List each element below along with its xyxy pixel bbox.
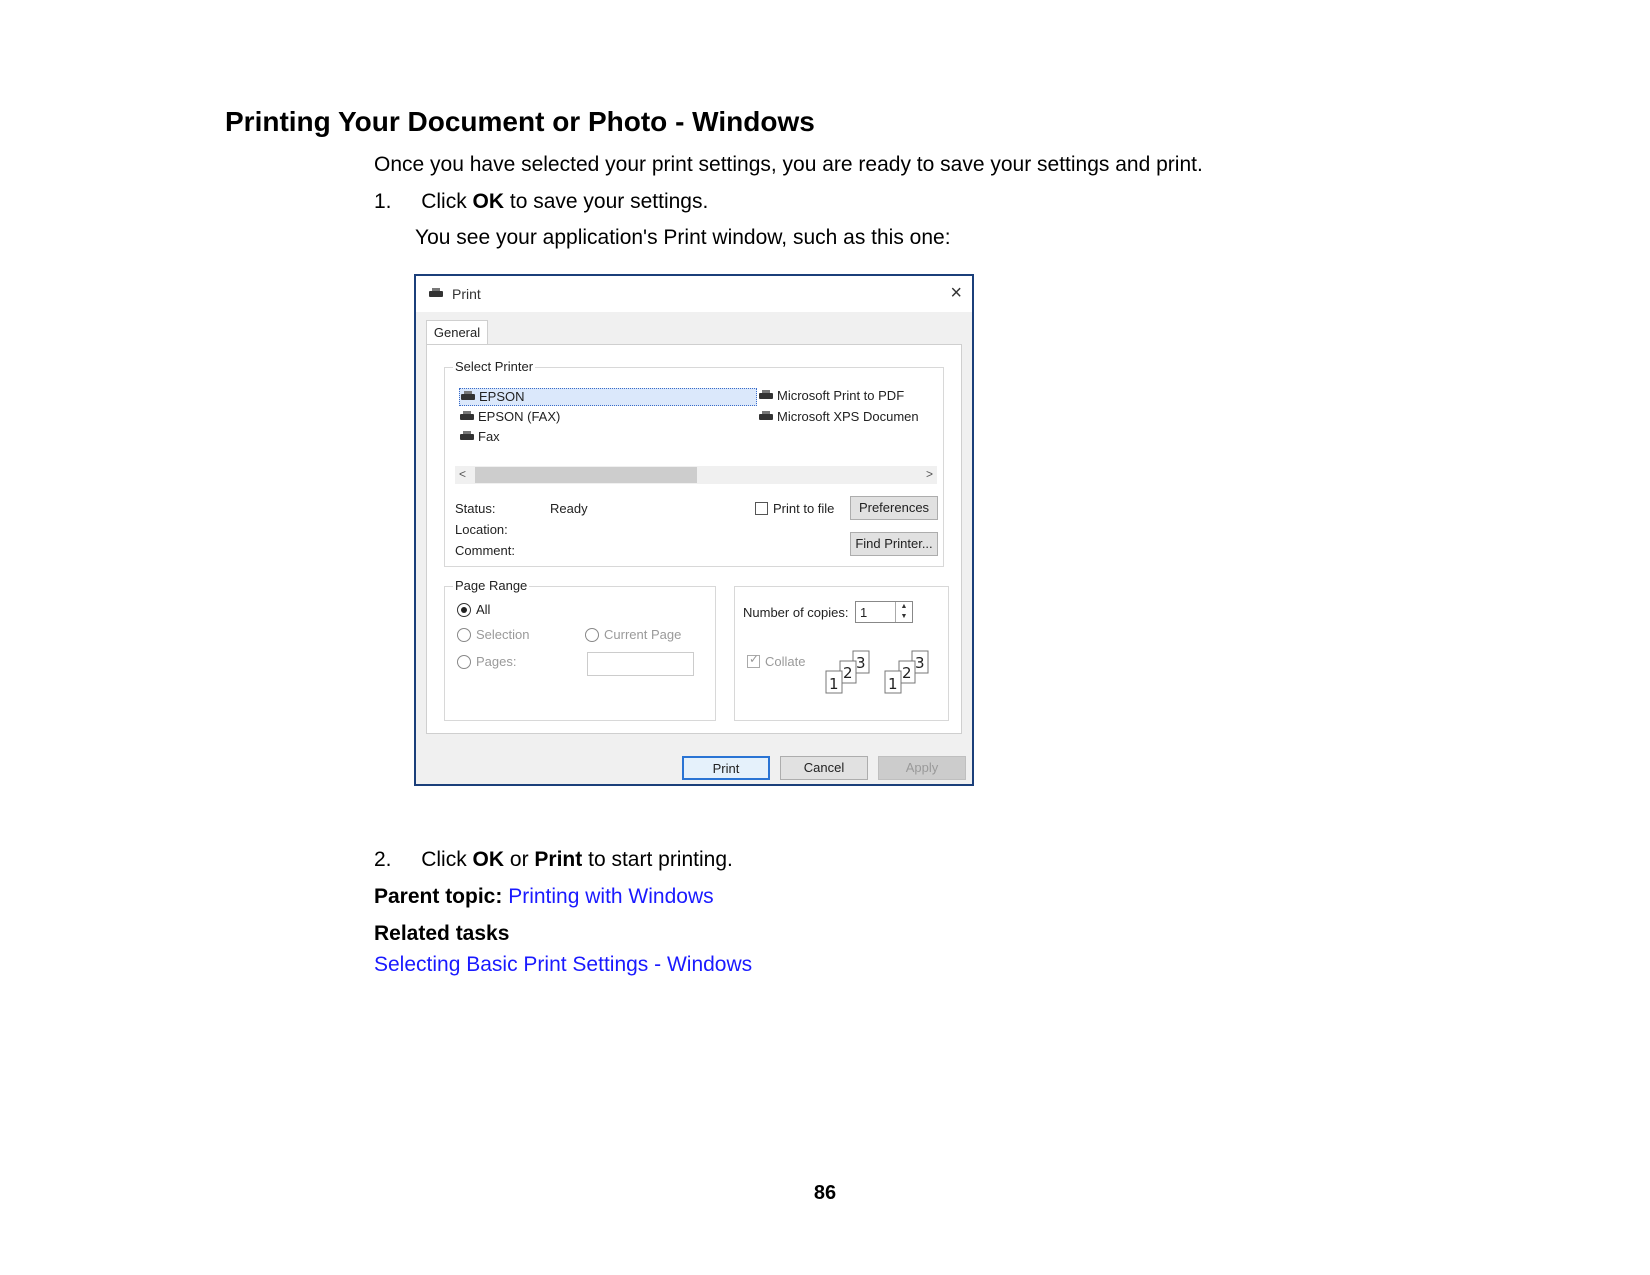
step-2-pre: Click	[421, 848, 467, 871]
step-2-ok: OK	[472, 848, 505, 871]
step-2-number: 2.	[374, 848, 392, 871]
svg-text:3: 3	[915, 654, 925, 672]
copies-stepper[interactable]	[855, 601, 913, 623]
fax-icon	[459, 411, 475, 422]
selection-label: Selection	[476, 627, 530, 642]
step-1-number: 1.	[374, 190, 392, 213]
step-2-post: to start printing.	[588, 848, 733, 871]
printer-default-icon	[460, 391, 476, 402]
printer-item-epson-fax[interactable]: EPSON (FAX)	[459, 409, 560, 424]
parent-topic	[374, 885, 714, 909]
related-tasks-heading: Related tasks	[374, 922, 510, 945]
preferences-button[interactable]: Preferences	[850, 496, 938, 520]
printer-item-xps[interactable]: Microsoft XPS Documen	[758, 409, 938, 424]
find-printer-button[interactable]: Find Printer...	[850, 532, 938, 556]
scroll-left-icon[interactable]: <	[459, 467, 467, 481]
status-value: Ready	[550, 501, 588, 516]
step-1-note: You see your application's Print window, such as this one:	[415, 226, 951, 249]
scrollbar-thumb[interactable]	[475, 467, 697, 483]
dialog-title: Print	[452, 286, 481, 302]
copies-value: 1	[860, 605, 868, 620]
dialog-titlebar	[416, 276, 972, 312]
collate-checkbox[interactable]	[747, 652, 760, 668]
select-printer-label: Select Printer	[455, 359, 534, 374]
apply-button[interactable]: Apply	[878, 756, 966, 780]
print-button[interactable]: Print	[682, 756, 770, 780]
page-title: Printing Your Document or Photo - Windows	[225, 106, 815, 137]
comment-label: Comment:	[455, 543, 515, 558]
print-dialog	[414, 274, 974, 786]
related-task-link[interactable]: Selecting Basic Print Settings - Windows	[374, 953, 753, 976]
svg-text:3: 3	[856, 654, 866, 672]
print-to-file-label: Print to file	[773, 501, 835, 516]
step-1-pre: Click	[421, 190, 467, 213]
step-1-ok: OK	[472, 190, 505, 213]
intro-text: Once you have selected your print settings, you are ready to save your settings and print.	[374, 153, 1203, 176]
printer-item-pdf[interactable]: Microsoft Print to PDF	[758, 388, 904, 403]
printer-icon	[428, 288, 444, 299]
collate-label: Collate	[765, 654, 806, 669]
general-panel	[426, 344, 962, 734]
printer-icon	[758, 411, 774, 422]
current-page-radio[interactable]	[585, 628, 599, 642]
current-page-label: Current Page	[604, 627, 682, 642]
horizontal-scrollbar[interactable]	[455, 466, 937, 484]
collate-pages-icon	[823, 649, 938, 697]
all-radio[interactable]	[457, 603, 471, 617]
scroll-right-icon[interactable]: >	[925, 467, 933, 481]
printer-item-epson[interactable]: EPSON	[459, 388, 757, 406]
step-2	[374, 848, 733, 872]
copies-group	[734, 586, 949, 721]
svg-text:2: 2	[843, 664, 853, 682]
step-2-print: Print	[534, 848, 583, 871]
pages-label: Pages:	[476, 654, 517, 669]
select-printer-group	[444, 359, 944, 567]
tab-general[interactable]: General	[426, 320, 488, 345]
close-icon[interactable]: ×	[950, 282, 962, 304]
svg-text:2: 2	[902, 664, 912, 682]
step-2-mid: or	[509, 848, 529, 871]
step-1-post: to save your settings.	[509, 190, 709, 213]
svg-text:1: 1	[829, 675, 839, 693]
all-label: All	[476, 602, 491, 617]
parent-topic-link[interactable]: Printing with Windows	[508, 885, 714, 908]
fax-icon	[459, 431, 475, 442]
pages-radio[interactable]	[457, 655, 471, 669]
page-number: 86	[813, 1182, 837, 1204]
checkmark-icon: ✓	[749, 652, 760, 666]
status-label: Status:	[455, 501, 496, 516]
printer-item-fax[interactable]: Fax	[459, 429, 500, 444]
page-range-group	[444, 578, 716, 721]
svg-text:1: 1	[888, 675, 898, 693]
print-to-file-checkbox[interactable]	[755, 502, 768, 515]
parent-topic-label: Parent topic:	[374, 885, 503, 908]
spin-arrows-icon[interactable]: ▲ ▼	[895, 602, 912, 622]
copies-label: Number of copies:	[743, 605, 849, 620]
selection-radio[interactable]	[457, 628, 471, 642]
printer-icon	[758, 390, 774, 401]
pages-input[interactable]	[587, 652, 694, 676]
location-label: Location:	[455, 522, 508, 537]
cancel-button[interactable]: Cancel	[780, 756, 868, 780]
step-1	[374, 190, 708, 214]
page-range-label: Page Range	[455, 578, 528, 593]
